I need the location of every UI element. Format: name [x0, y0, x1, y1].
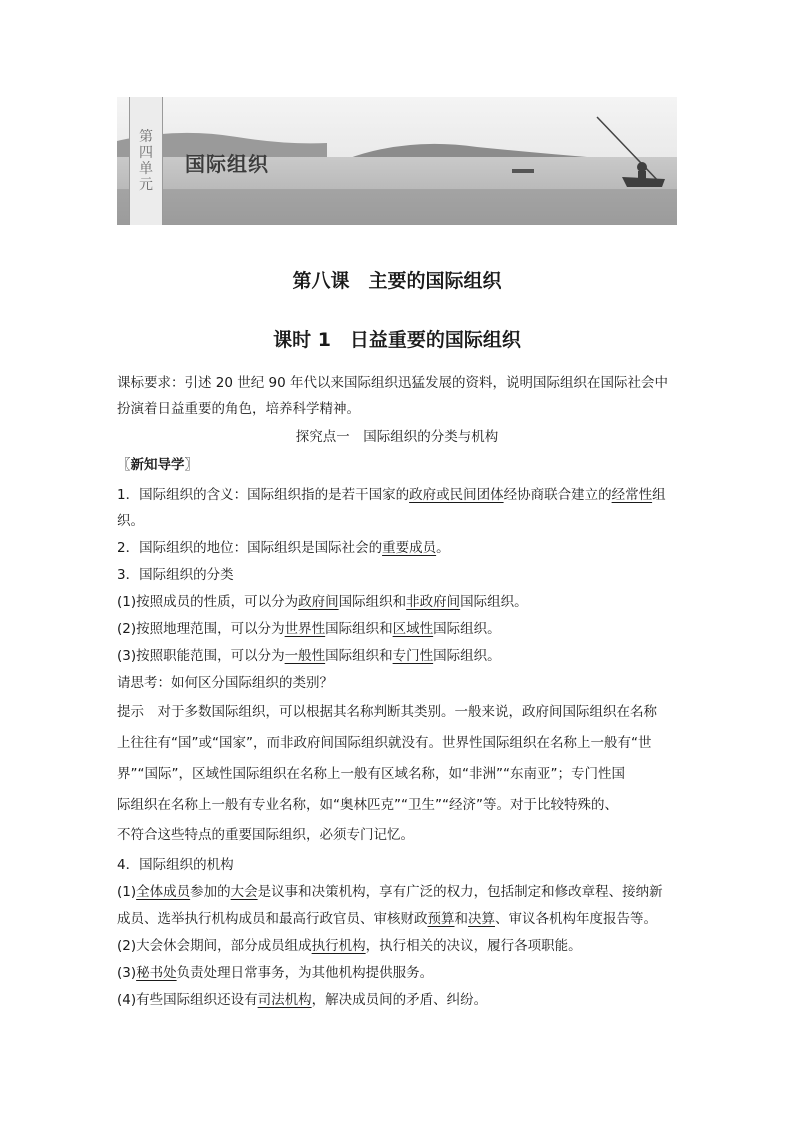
text: (2)大会休会期间，部分成员组成	[117, 938, 312, 954]
answer-blank: 大会	[230, 884, 258, 900]
answer-blank: 经常性	[611, 487, 653, 503]
new-knowledge-label	[117, 456, 198, 474]
text: 1．国际组织的含义：国际组织指的是若干国家的	[117, 487, 410, 503]
answer-blank: 预算	[427, 911, 455, 927]
answer-blank: 执行机构	[311, 938, 366, 954]
unit-char: 四	[139, 145, 153, 161]
hint-line: 提示 对于多数国际组织，可以根据其名称判断其类别。一般来说，政府间国际组织在名称	[117, 704, 657, 720]
item-4-3-line	[117, 964, 433, 982]
item-1-line: 织。	[117, 513, 144, 529]
text: 组	[652, 487, 666, 503]
hint-line: 界”“国际”，区域性国际组织在名称上一般有区域名称，如“非洲”“东南亚”；专门性国	[117, 766, 625, 782]
text: 负责处理日常事务，为其他机构提供服务。	[176, 965, 434, 981]
text: 成员、选举执行机构成员和最高行政官员、审核财政	[117, 911, 428, 927]
answer-blank: 政府或民间团体	[409, 487, 504, 503]
text: (4)有些国际组织还设有	[117, 992, 258, 1008]
text: (1)按照成员的性质，可以分为	[117, 594, 299, 610]
item-3-3-line	[117, 647, 501, 665]
answer-blank: 非政府间	[406, 594, 461, 610]
item-3-1-line	[117, 593, 528, 611]
curriculum-standard-line: 扮演着日益重要的角色，培养科学精神。	[117, 401, 360, 417]
text: 是议事和决策机构，享有广泛的权力，包括制定和修改章程、接纳新	[257, 884, 663, 900]
text: ，解决成员间的矛盾、纠纷。	[311, 992, 488, 1008]
text: ，执行相关的决议，履行各项职能。	[365, 938, 582, 954]
text: 国际组织和	[325, 621, 393, 637]
answer-blank: 重要成员	[382, 540, 437, 556]
curriculum-standard-line: 课标要求：引述 20 世纪 90 年代以来国际组织迅猛发展的资料，说明国际组织在国际社会中	[117, 375, 669, 391]
item-3-2-line	[117, 620, 501, 638]
text: (2)按照地理范围，可以分为	[117, 621, 285, 637]
hint-line: 际组织在名称上一般有专业名称，如“奥林匹克”“卫生”“经济”等。对于比较特殊的、	[117, 797, 618, 813]
answer-blank: 司法机构	[257, 992, 312, 1008]
answer-blank: 政府间	[298, 594, 339, 610]
inquiry-heading: 探究点一 国际组织的分类与机构	[295, 429, 499, 445]
text: (3)	[117, 965, 137, 981]
text: 2．国际组织的地位：国际组织是国际社会的	[117, 540, 383, 556]
text: 参加的	[190, 884, 231, 900]
item-4-heading: 4．国际组织的机构	[117, 857, 234, 873]
think-question: 请思考：如何区分国际组织的类别？	[117, 675, 333, 691]
answer-blank: 秘书处	[136, 965, 177, 981]
answer-blank: 决算	[468, 911, 495, 927]
answer-blank: 区域性	[392, 621, 434, 637]
unit-label-tab	[129, 97, 163, 225]
lesson-title: 第八课 主要的国际组织	[292, 270, 502, 292]
item-4-2-line	[117, 937, 582, 955]
item-3-heading: 3．国际组织的分类	[117, 567, 234, 583]
text: 国际组织。	[460, 594, 528, 610]
text: 经协商联合建立的	[503, 487, 612, 503]
answer-blank: 世界性	[284, 621, 326, 637]
new-knowledge-text: 新知导学	[130, 457, 185, 473]
unit-char: 元	[139, 177, 153, 193]
text: (3)按照职能范围，可以分为	[117, 648, 285, 664]
item-2-line	[117, 539, 450, 557]
text: 和	[454, 911, 468, 927]
text: 国际组织。	[433, 621, 501, 637]
unit-char: 第	[139, 129, 153, 145]
text: 。	[436, 540, 450, 556]
section-title: 课时 1 日益重要的国际组织	[273, 329, 521, 351]
answer-blank: 专门性	[392, 648, 434, 664]
item-4-1-line	[117, 883, 663, 901]
answer-blank: 一般性	[284, 648, 326, 664]
answer-blank: 全体成员	[136, 884, 191, 900]
unit-title: 国际组织	[185, 152, 269, 176]
text: (1)	[117, 884, 137, 900]
text: 、审议各机构年度报告等。	[495, 911, 657, 927]
item-1-line	[117, 486, 666, 504]
item-4-1-line	[117, 910, 657, 928]
item-4-4-line	[117, 991, 487, 1009]
hint-line: 不符合这些特点的重要国际组织，必须专门记忆。	[117, 827, 414, 843]
hint-line: 上往往有“国”或“国家”，而非政府间国际组织就没有。世界性国际组织在名称上一般有“世	[117, 735, 652, 751]
unit-char: 单	[139, 161, 153, 177]
text: 国际组织。	[433, 648, 501, 664]
bracket-open: 〖	[117, 457, 131, 473]
text: 国际组织和	[325, 648, 393, 664]
text: 国际组织和	[338, 594, 407, 610]
bracket-close: 〗	[184, 457, 198, 473]
